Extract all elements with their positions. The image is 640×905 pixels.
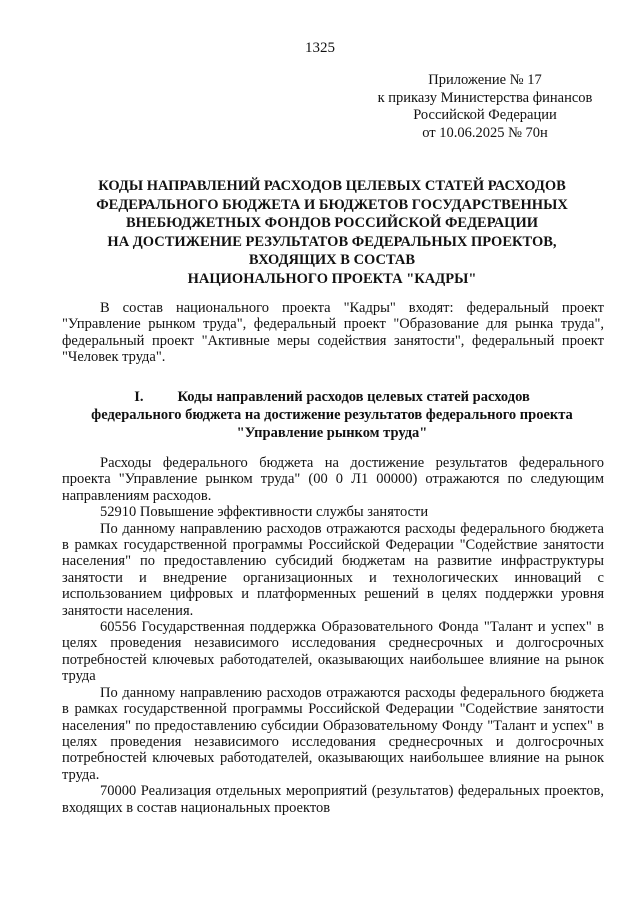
expense-code-52910-description: По данному направлению расходов отражаются расходы федерального бюджета в рамках государственной программы Российской Федерации "Содействие занятости населения" по предоставлению субсидий бюджетам на развитие инфраструктуры занятости и внедрение организационных и технологических инноваций с использованием цифровых и платформенных решений в целях поддержки уровня занятости населения. xyxy=(62,520,604,619)
title-line-4: НА ДОСТИЖЕНИЕ РЕЗУЛЬТАТОВ ФЕДЕРАЛЬНЫХ ПРОЕКТОВ, xyxy=(107,233,557,250)
appendix-line-1: Приложение № 17 xyxy=(428,72,542,88)
appendix-line-2: к приказу Министерства финансов xyxy=(377,89,593,106)
page-number: 1325 xyxy=(305,40,335,56)
section-1-heading xyxy=(60,388,604,442)
title-line-1: КОДЫ НАПРАВЛЕНИЙ РАСХОДОВ ЦЕЛЕВЫХ СТАТЕЙ РАСХОДОВ xyxy=(98,178,566,194)
appendix-line-3: Российской Федерации xyxy=(413,107,557,123)
expense-code-52910-title: 52910 Повышение эффективности службы занятости xyxy=(100,504,429,521)
appendix-header xyxy=(340,72,630,142)
section-1-body xyxy=(62,455,604,816)
section-1-intro-paragraph: Расходы федерального бюджета на достижение результатов федерального проекта "Управление рынком труда" (00 0 Л1 00000) отражаются по следующим направлениям расходов. xyxy=(62,455,604,504)
expense-code-60556-description: По данному направлению расходов отражаются расходы федерального бюджета в рамках государственной программы Российской Федерации "Содействие занятости населения" по предоставлению субсидии Образовательному Фонду "Талант и успех" в целях проведения независимого исследования среднесрочных и долгосрочных потребностей ключевых работодателей, оказывающих наибольшее влияние на рынок труда. xyxy=(62,684,604,783)
appendix-line-4: от 10.06.2025 № 70н xyxy=(422,124,548,141)
section-1-numeral: I. xyxy=(134,389,144,405)
section-1-heading-line-3: "Управление рынком труда" xyxy=(236,425,428,441)
title-line-2: ФЕДЕРАЛЬНОГО БЮДЖЕТА И БЮДЖЕТОВ ГОСУДАРСТВЕННЫХ xyxy=(96,196,568,213)
section-1-heading-line-2: федерального бюджета на достижение результатов федерального проекта xyxy=(91,407,573,423)
document-title xyxy=(60,177,604,289)
expense-code-60556-title: 60556 Государственная поддержка Образовательного Фонда "Талант и успех" в целях проведения независимого исследования среднесрочных и долгосрочных потребностей ключевых работодателей, оказывающих наибольшее влияние на рынок труда xyxy=(62,619,604,685)
intro-section xyxy=(62,300,604,366)
section-1-heading-line-1: Коды направлений расходов целевых статей расходов xyxy=(177,389,530,405)
expense-code-70000-title: 70000 Реализация отдельных мероприятий (результатов) федеральных проектов, входящих в состав национальных проектов xyxy=(62,783,604,816)
title-line-5: ВХОДЯЩИХ В СОСТАВ xyxy=(248,252,416,269)
title-line-6: НАЦИОНАЛЬНОГО ПРОЕКТА "КАДРЫ" xyxy=(187,270,477,287)
intro-paragraph: В состав национального проекта "Кадры" входят: федеральный проект "Управление рынком труда", федеральный проект "Образование для рынка труда", федеральный проект "Активные меры содействия занятости", федеральный проект "Человек труда". xyxy=(62,300,604,366)
title-line-3: ВНЕБЮДЖЕТНЫХ ФОНДОВ РОССИЙСКОЙ ФЕДЕРАЦИИ xyxy=(125,215,539,232)
